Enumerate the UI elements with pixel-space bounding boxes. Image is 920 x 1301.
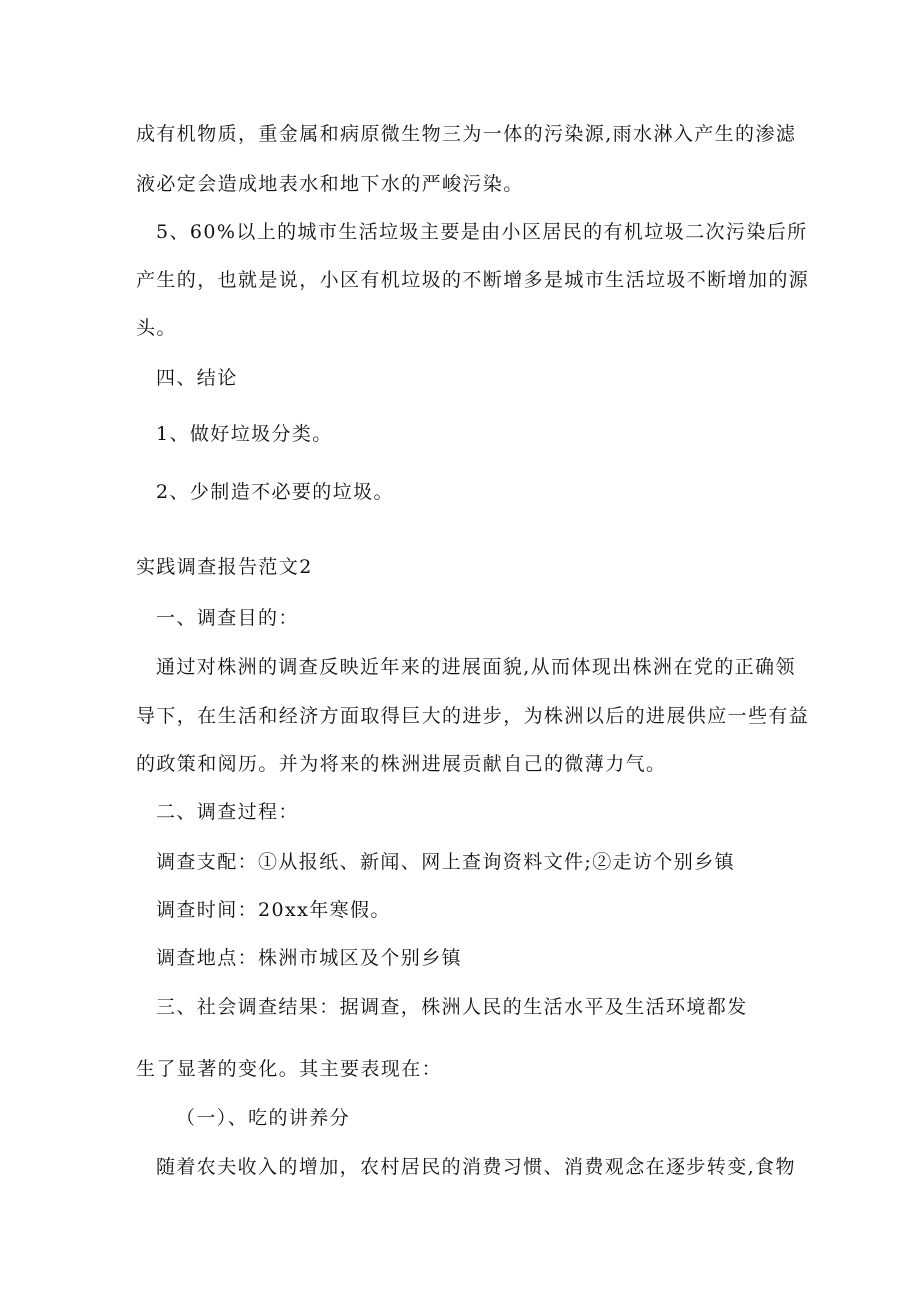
paragraph-line: 的政策和阅历。并为将来的株洲进展贡献自己的微薄力气。	[136, 753, 667, 775]
paragraph-line: 液必定会造成地表水和地下水的严峻污染。	[136, 173, 524, 195]
document-title: 实践调查报告范文2	[136, 556, 313, 578]
paragraph-line: 调查支配：①从报纸、新闻、网上查询资料文件;②走访个别乡镇	[156, 851, 736, 873]
section-heading: 一、调查目的：	[156, 607, 299, 629]
paragraph-line: 成有机物质，重金属和病原微生物三为一体的污染源,雨水淋入产生的渗滤	[136, 123, 797, 145]
list-item: 2、少制造不必要的垃圾。	[156, 481, 394, 503]
paragraph-line: 调查地点：株洲市城区及个别乡镇	[156, 947, 463, 969]
paragraph-line: 随着农夫收入的增加，农村居民的消费习惯、消费观念在逐步转变,食物	[156, 1156, 796, 1178]
subsection-heading: （一）、吃的讲养分	[176, 1107, 351, 1129]
section-heading: 二、调查过程：	[156, 801, 299, 823]
paragraph-line: 产生的，也就是说，小区有机垃圾的不断增多是城市生活垃圾不断增加的源	[136, 269, 810, 291]
paragraph-line: 头。	[136, 317, 177, 339]
paragraph-line: 5、60%以上的城市生活垃圾主要是由小区居民的有机垃圾二次污染后所	[156, 221, 808, 243]
section-heading: 三、社会调查结果：据调查，株洲人民的生活水平及生活环境都发	[156, 996, 748, 1018]
paragraph-line: 生了显著的变化。其主要表现在：	[136, 1058, 443, 1080]
paragraph-line: 导下，在生活和经济方面取得巨大的进步，为株洲以后的进展供应一些有益	[136, 705, 810, 727]
paragraph-line: 通过对株洲的调查反映近年来的进展面貌,从而体现出株洲在党的正确领	[156, 656, 796, 678]
section-heading: 四、结论	[156, 367, 238, 389]
paragraph-line: 调查时间：20xx年寒假。	[156, 899, 391, 921]
list-item: 1、做好垃圾分类。	[156, 423, 333, 445]
